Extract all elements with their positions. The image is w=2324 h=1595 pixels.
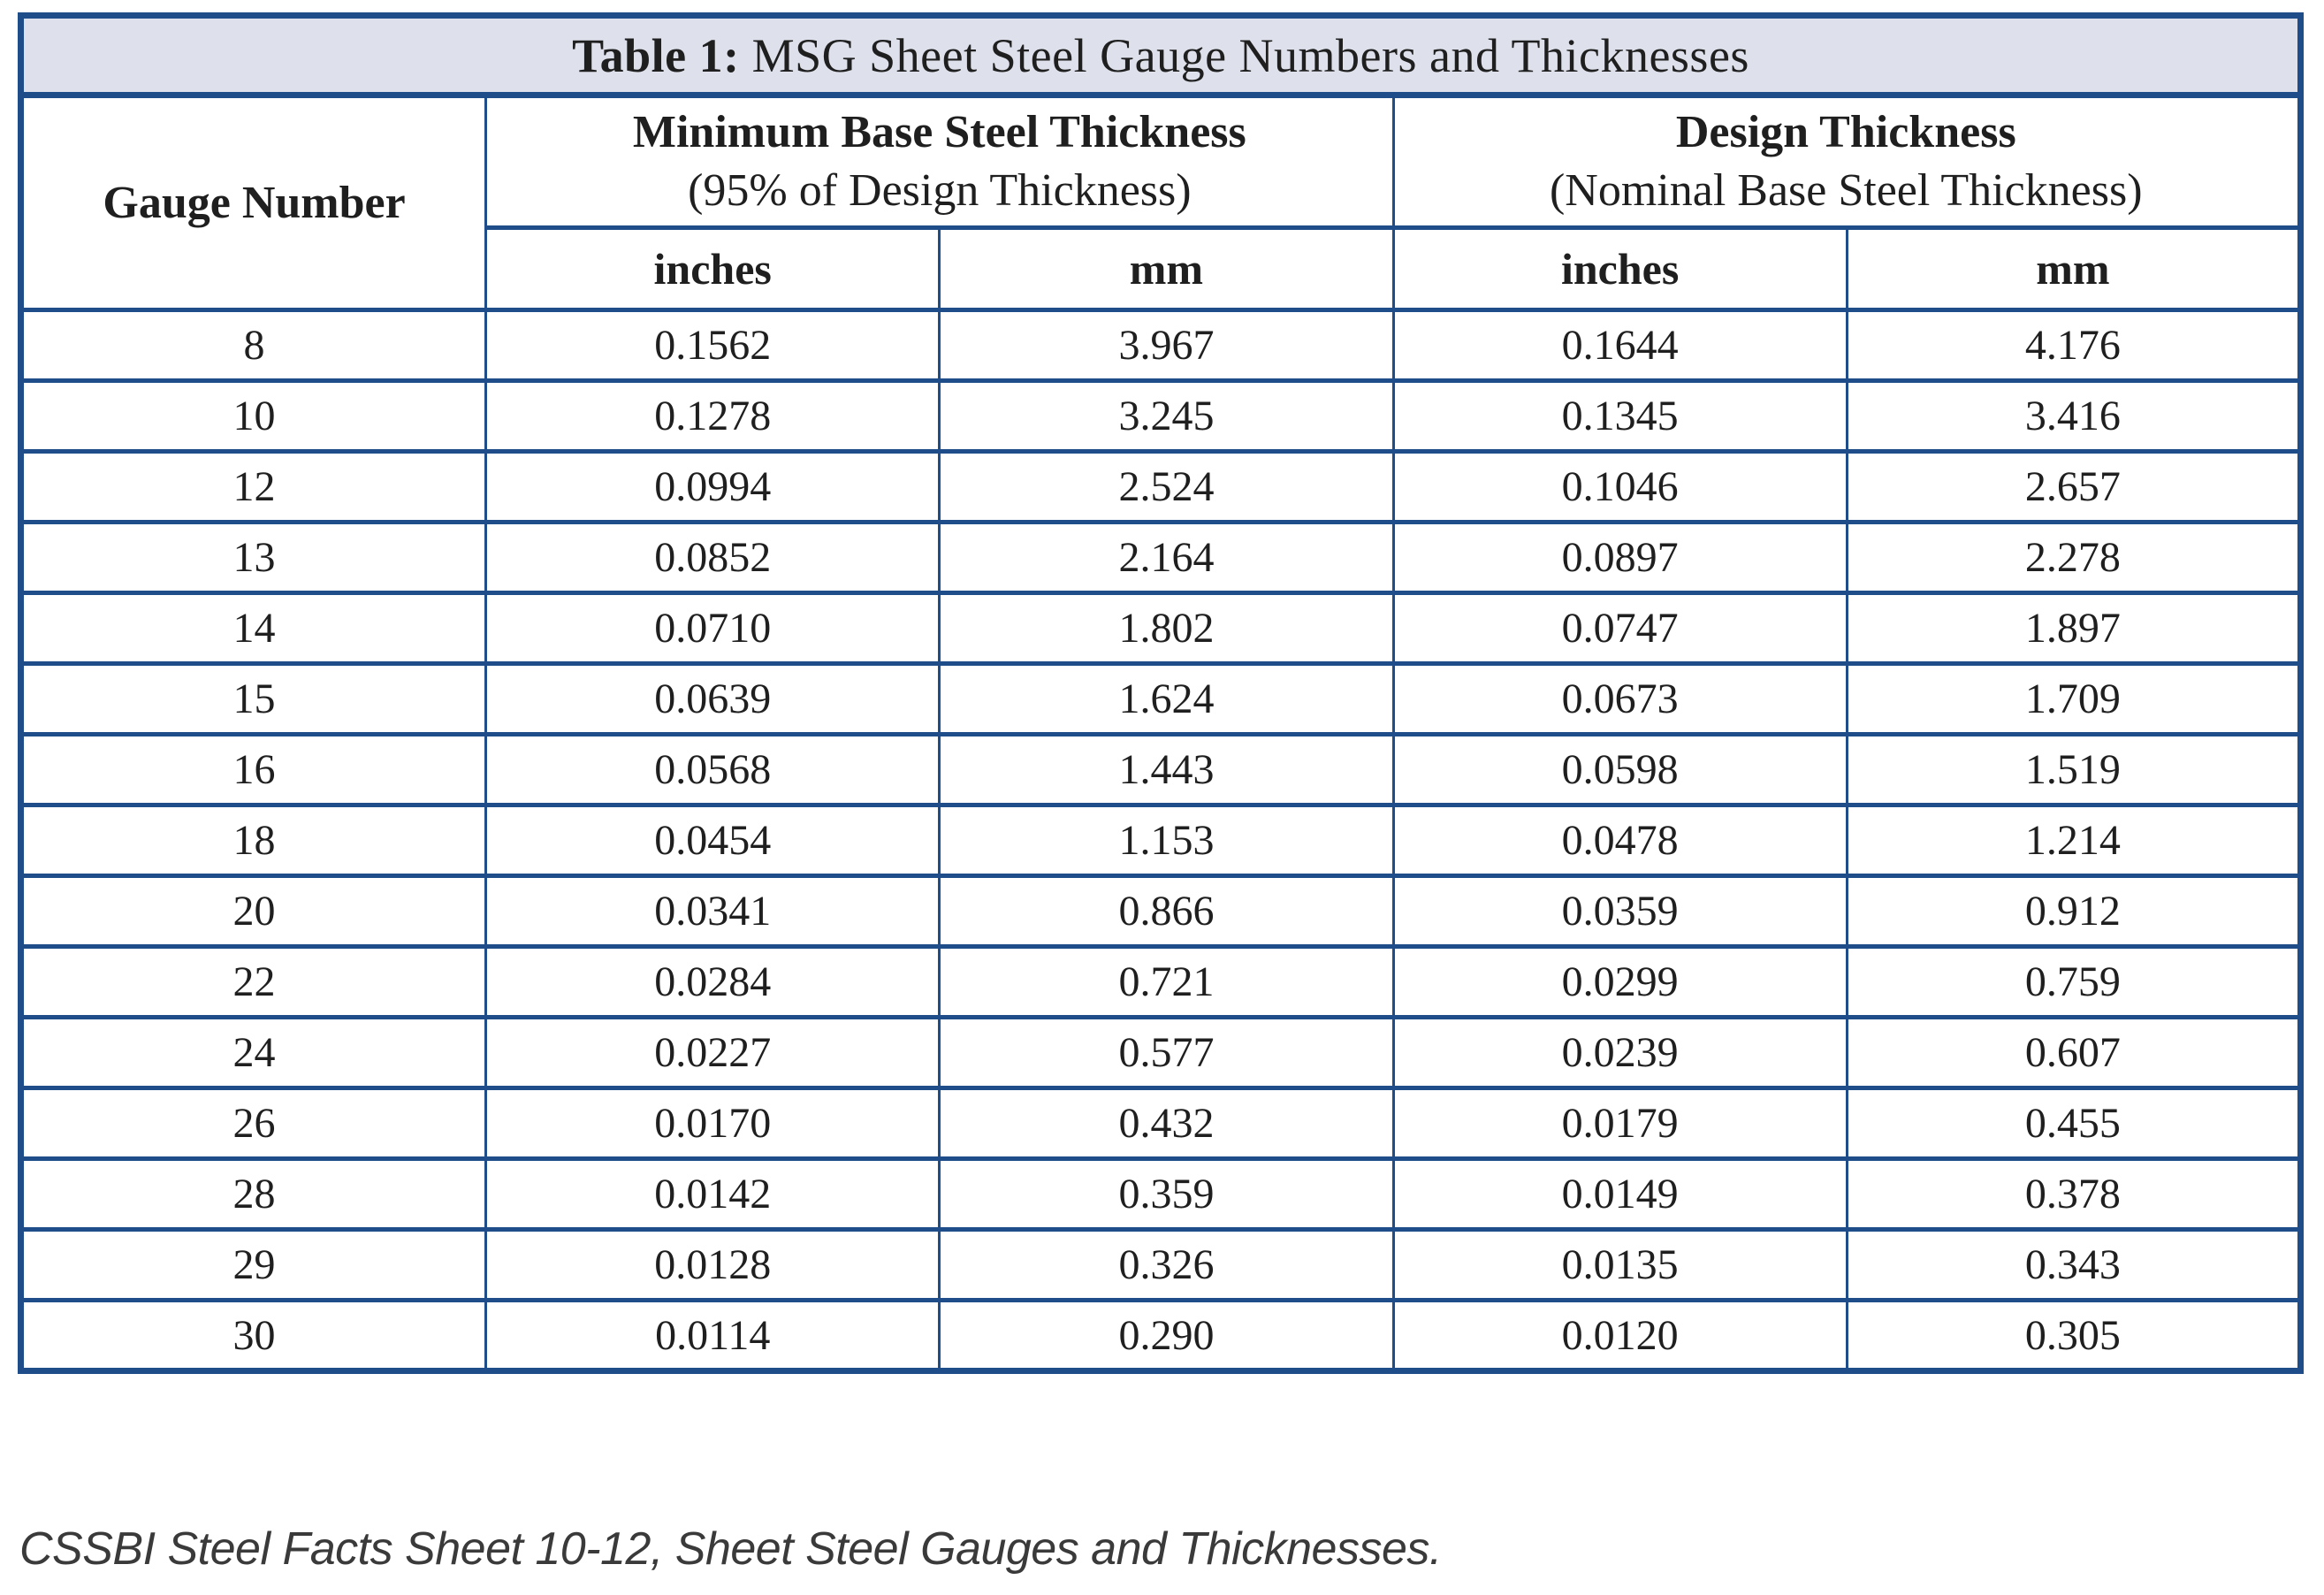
design-inches-cell: 0.0299 — [1393, 947, 1847, 1018]
design-mm-cell: 0.912 — [1847, 876, 2300, 947]
gauge-cell: 18 — [21, 805, 486, 876]
design-mm-cell: 0.607 — [1847, 1018, 2300, 1088]
design-inches-cell: 0.0478 — [1393, 805, 1847, 876]
min-mm-cell: 1.153 — [940, 805, 1393, 876]
min-inches-cell: 0.0128 — [486, 1230, 940, 1301]
document-page — [18, 12, 2304, 1575]
min-mm-cell: 1.802 — [940, 593, 1393, 664]
min-mm-cell: 0.432 — [940, 1088, 1393, 1159]
design-inches-cell: 0.0897 — [1393, 523, 1847, 593]
min-inches-cell: 0.0284 — [486, 947, 940, 1018]
min-mm-cell: 1.624 — [940, 664, 1393, 735]
design-inches-cell: 0.0135 — [1393, 1230, 1847, 1301]
design-mm-cell: 0.455 — [1847, 1088, 2300, 1159]
design-inches-cell: 0.0120 — [1393, 1301, 1847, 1371]
table-row — [21, 805, 2301, 876]
design-inches-cell: 0.0179 — [1393, 1088, 1847, 1159]
design-mm-cell: 1.214 — [1847, 805, 2300, 876]
table-row — [21, 1301, 2301, 1371]
source-caption: CSSBI Steel Facts Sheet 10-12, Sheet Steel Gauges and Thicknesses. — [19, 1523, 1442, 1575]
design-mm-cell: 0.759 — [1847, 947, 2300, 1018]
design-inches-cell: 0.1345 — [1393, 381, 1847, 452]
design-mm-cell: 1.709 — [1847, 664, 2300, 735]
design-mm-cell: 0.305 — [1847, 1301, 2300, 1371]
gauge-cell: 29 — [21, 1230, 486, 1301]
gauge-cell: 12 — [21, 452, 486, 523]
col-header-design-mm: mm — [1847, 228, 2300, 310]
gauge-cell: 30 — [21, 1301, 486, 1371]
col-header-min-mm: mm — [940, 228, 1393, 310]
col-group-min-base-steel-thickness — [486, 95, 1393, 228]
gauge-cell: 13 — [21, 523, 486, 593]
min-mm-cell: 0.577 — [940, 1018, 1393, 1088]
gauge-cell: 10 — [21, 381, 486, 452]
min-mm-cell: 2.524 — [940, 452, 1393, 523]
group2-subtitle: (Nominal Base Steel Thickness) — [1549, 165, 2143, 216]
min-mm-cell: 0.359 — [940, 1159, 1393, 1230]
min-inches-cell: 0.0568 — [486, 735, 940, 805]
min-mm-cell: 0.326 — [940, 1230, 1393, 1301]
table-row — [21, 381, 2301, 452]
table-title-prefix: Table 1: — [572, 28, 740, 82]
design-inches-cell: 0.0747 — [1393, 593, 1847, 664]
design-mm-cell: 1.897 — [1847, 593, 2300, 664]
col-header-design-inches: inches — [1393, 228, 1847, 310]
min-inches-cell: 0.1278 — [486, 381, 940, 452]
table-row — [21, 1230, 2301, 1301]
min-inches-cell: 0.0142 — [486, 1159, 940, 1230]
gauge-cell: 22 — [21, 947, 486, 1018]
gauge-cell: 24 — [21, 1018, 486, 1088]
col-header-min-inches: inches — [486, 228, 940, 310]
min-inches-cell: 0.0994 — [486, 452, 940, 523]
design-inches-cell: 0.0673 — [1393, 664, 1847, 735]
min-inches-cell: 0.0454 — [486, 805, 940, 876]
table-row — [21, 593, 2301, 664]
min-mm-cell: 0.290 — [940, 1301, 1393, 1371]
design-inches-cell: 0.0359 — [1393, 876, 1847, 947]
design-inches-cell: 0.1046 — [1393, 452, 1847, 523]
group1-subtitle: (95% of Design Thickness) — [688, 165, 1192, 216]
title-row — [21, 16, 2301, 95]
min-mm-cell: 0.721 — [940, 947, 1393, 1018]
min-mm-cell: 2.164 — [940, 523, 1393, 593]
design-mm-cell: 1.519 — [1847, 735, 2300, 805]
design-mm-cell: 0.343 — [1847, 1230, 2300, 1301]
gauge-cell: 14 — [21, 593, 486, 664]
table-row — [21, 1159, 2301, 1230]
table-title — [21, 16, 2301, 95]
gauge-table — [18, 12, 2304, 1374]
min-inches-cell: 0.0170 — [486, 1088, 940, 1159]
table-row — [21, 452, 2301, 523]
col-group-design-thickness — [1393, 95, 2300, 228]
min-inches-cell: 0.1562 — [486, 310, 940, 381]
min-mm-cell: 3.967 — [940, 310, 1393, 381]
gauge-cell: 8 — [21, 310, 486, 381]
design-mm-cell: 3.416 — [1847, 381, 2300, 452]
design-inches-cell: 0.0598 — [1393, 735, 1847, 805]
design-inches-cell: 0.1644 — [1393, 310, 1847, 381]
group-header-row — [21, 95, 2301, 228]
gauge-cell: 26 — [21, 1088, 486, 1159]
min-inches-cell: 0.0341 — [486, 876, 940, 947]
min-inches-cell: 0.0710 — [486, 593, 940, 664]
group2-title: Design Thickness — [1675, 107, 2016, 157]
table-row — [21, 735, 2301, 805]
table-title-text: MSG Sheet Steel Gauge Numbers and Thicknesses — [751, 28, 1749, 82]
table-row — [21, 1088, 2301, 1159]
gauge-cell: 15 — [21, 664, 486, 735]
min-inches-cell: 0.0639 — [486, 664, 940, 735]
min-inches-cell: 0.0227 — [486, 1018, 940, 1088]
design-mm-cell: 2.657 — [1847, 452, 2300, 523]
design-mm-cell: 4.176 — [1847, 310, 2300, 381]
min-mm-cell: 0.866 — [940, 876, 1393, 947]
design-inches-cell: 0.0149 — [1393, 1159, 1847, 1230]
table-row — [21, 1018, 2301, 1088]
table-row — [21, 876, 2301, 947]
group1-title: Minimum Base Steel Thickness — [632, 107, 1246, 157]
table-row — [21, 664, 2301, 735]
design-mm-cell: 0.378 — [1847, 1159, 2300, 1230]
table-row — [21, 947, 2301, 1018]
min-inches-cell: 0.0114 — [486, 1301, 940, 1371]
table-body — [21, 310, 2301, 1371]
gauge-cell: 28 — [21, 1159, 486, 1230]
design-mm-cell: 2.278 — [1847, 523, 2300, 593]
design-inches-cell: 0.0239 — [1393, 1018, 1847, 1088]
min-mm-cell: 1.443 — [940, 735, 1393, 805]
gauge-cell: 16 — [21, 735, 486, 805]
col-header-gauge-number: Gauge Number — [21, 95, 486, 310]
gauge-cell: 20 — [21, 876, 486, 947]
table-row — [21, 310, 2301, 381]
min-mm-cell: 3.245 — [940, 381, 1393, 452]
min-inches-cell: 0.0852 — [486, 523, 940, 593]
table-row — [21, 523, 2301, 593]
